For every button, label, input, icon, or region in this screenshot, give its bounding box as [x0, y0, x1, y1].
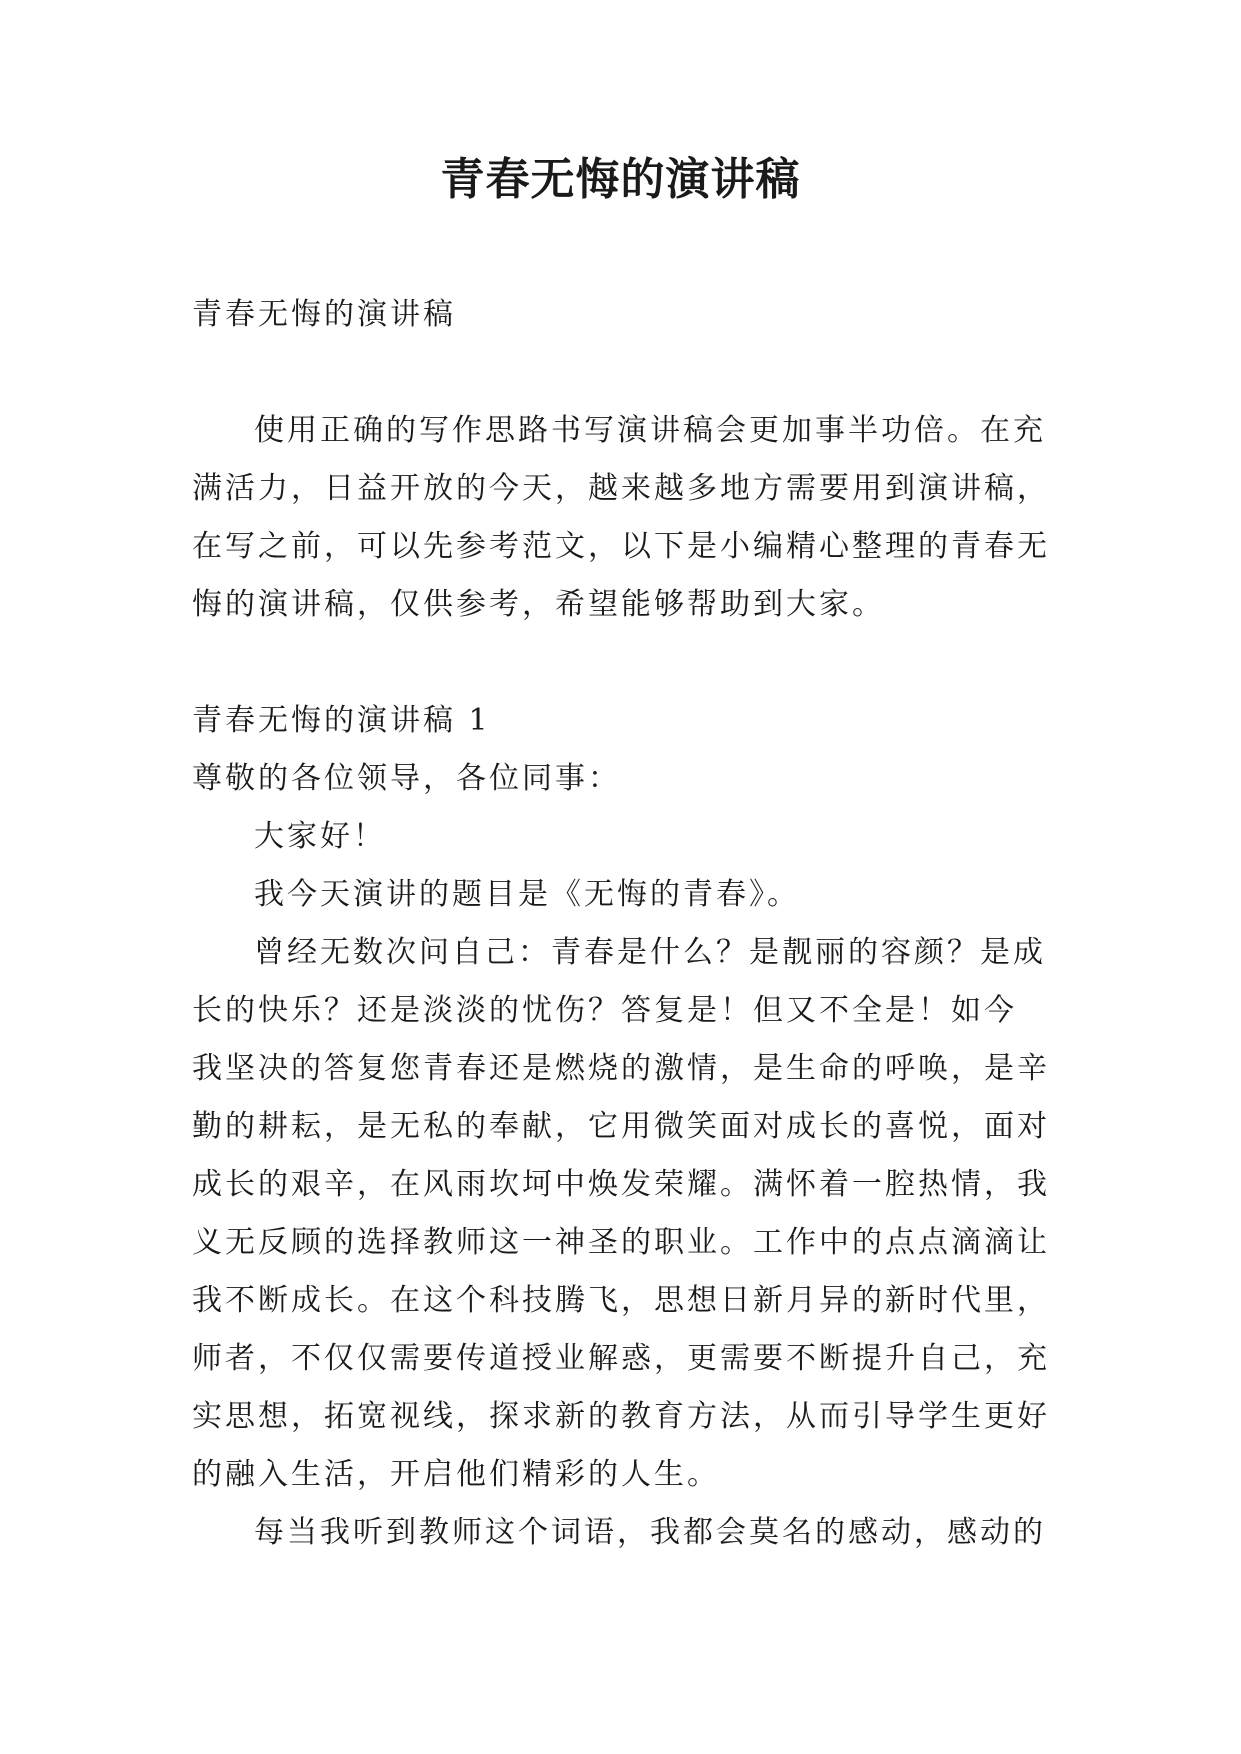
paragraph-line: 每当我听到教师这个词语，我都会莫名的感动，感动的 [254, 1515, 1046, 1550]
paragraph-line: 的融入生活，开启他们精彩的人生。 [192, 1457, 720, 1492]
body-paragraph-2 [192, 1504, 1072, 1562]
paragraph-line: 义无反顾的选择教师这一神圣的职业。工作中的点点滴滴让 [192, 1225, 1050, 1260]
paragraph-line: 长的快乐？还是淡淡的忧伤？答复是！但又不全是！如今 [192, 993, 1017, 1028]
intro-paragraph [192, 402, 1072, 634]
intro-line: 悔的演讲稿，仅供参考，希望能够帮助到大家。 [192, 587, 885, 622]
intro-line: 在写之前，可以先参考范文，以下是小编精心整理的青春无 [192, 529, 1050, 564]
document-title: 青春无悔的演讲稿 [440, 154, 801, 205]
paragraph-line: 我坚决的答复您青春还是燃烧的激情，是生命的呼唤，是辛 [192, 1051, 1050, 1086]
paragraph-line: 实思想，拓宽视线，探求新的教育方法，从而引导学生更好 [192, 1399, 1050, 1434]
spacer [192, 344, 1072, 402]
paragraph-line: 师者，不仅仅需要传道授业解惑，更需要不断提升自己，充 [192, 1341, 1050, 1376]
greeting: 大家好！ [254, 819, 386, 854]
spacer [192, 634, 1072, 692]
paragraph-line: 曾经无数次问自己：青春是什么？是靓丽的容颜？是成 [254, 935, 1046, 970]
paragraph-line: 勤的耕耘，是无私的奉献，它用微笑面对成长的喜悦，面对 [192, 1109, 1050, 1144]
paragraph-line: 成长的艰辛，在风雨坎坷中焕发荣耀。满怀着一腔热情，我 [192, 1167, 1050, 1202]
paragraph-line: 我不断成长。在这个科技腾飞，思想日新月异的新时代里， [192, 1283, 1050, 1318]
document-subtitle: 青春无悔的演讲稿 [192, 297, 456, 332]
document-body [192, 286, 1072, 1562]
intro-line: 满活力，日益开放的今天，越来越多地方需要用到演讲稿， [192, 471, 1050, 506]
topic-line: 我今天演讲的题目是《无悔的青春》。 [254, 877, 800, 912]
section-heading: 青春无悔的演讲稿 1 [192, 703, 491, 738]
salutation: 尊敬的各位领导，各位同事： [192, 761, 621, 796]
body-paragraph-1 [192, 924, 1072, 1504]
intro-line: 使用正确的写作思路书写演讲稿会更加事半功倍。在充 [254, 413, 1046, 448]
